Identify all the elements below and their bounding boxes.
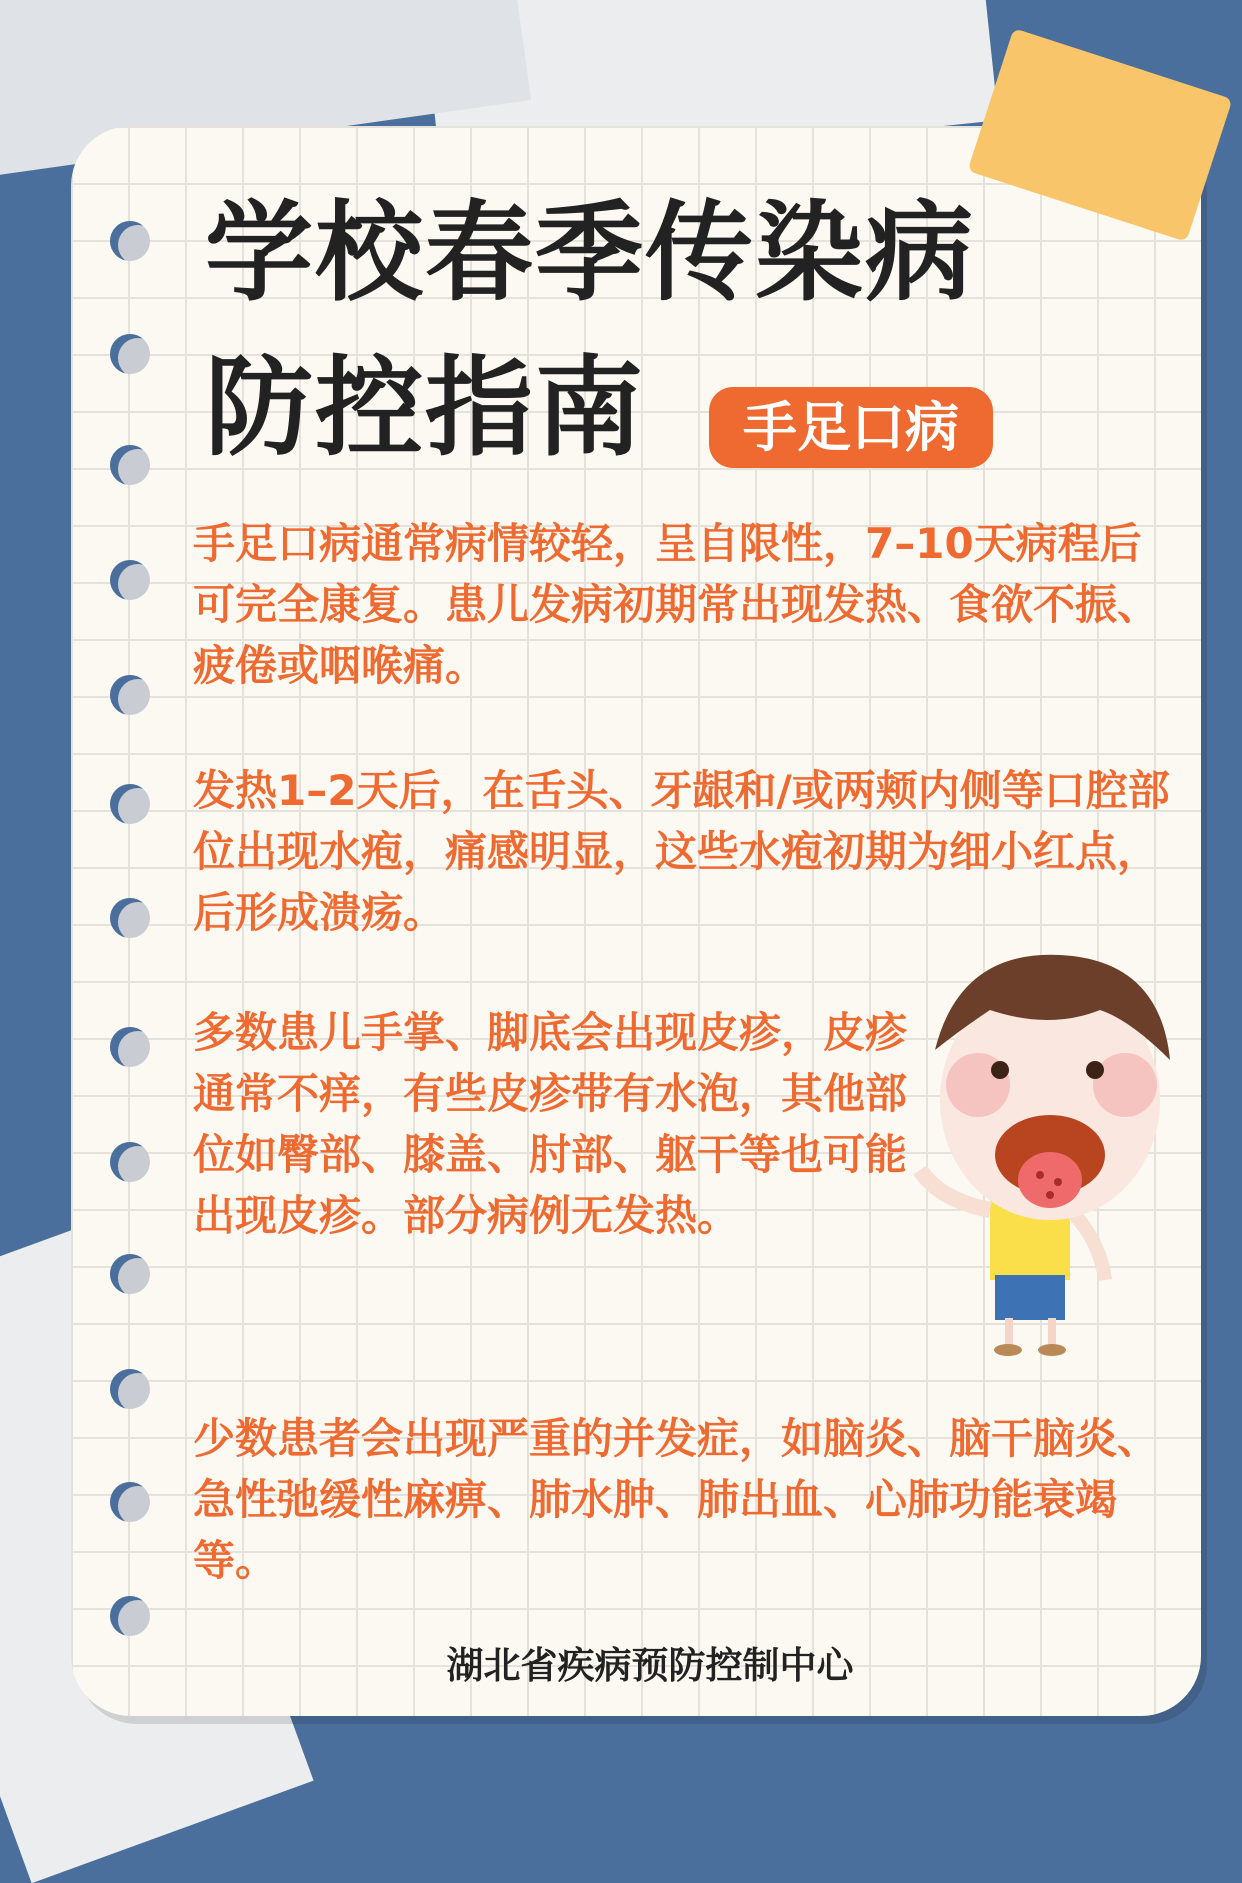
page-title-line2: 防控指南 xyxy=(205,346,646,471)
topic-badge: 手足口病 xyxy=(709,387,993,468)
hole-icon xyxy=(110,675,150,715)
hole-icon xyxy=(110,1027,150,1067)
hole-icon xyxy=(110,1596,150,1636)
hole-icon xyxy=(110,1254,150,1294)
hole-icon xyxy=(110,1369,150,1409)
sick-child-illustration xyxy=(900,940,1200,1360)
shorts xyxy=(995,1275,1065,1320)
page-title-line1: 学校春季传染病 xyxy=(205,191,976,316)
paragraph-rash: 多数患儿手掌、脚底会出现皮疹，皮疹通常不痒，有些皮疹带有水泡，其他部位如臀部、膝盖、肘部、躯干等也可能出现皮疹。部分病例无发热。 xyxy=(193,1008,908,1240)
paragraph-blisters: 发热1–2天后，在舌头、牙龈和/或两颊内侧等口腔部位出现水疱，痛感明显，这些水疱初期为细小红点，后形成溃疡。 xyxy=(193,766,1170,937)
paragraph-symptoms: 手足口病通常病情较轻，呈自限性，7–10天病程后可完全康复。患儿发病初期常出现发热、食欲不振、疲倦或咽喉痛。 xyxy=(193,519,1160,690)
paragraph-complications: 少数患者会出现严重的并发症，如脑炎、脑干脑炎、急性弛缓性麻痹、肺水肿、肺出血、心肺功能衰竭等。 xyxy=(193,1414,1160,1585)
hole-icon xyxy=(110,334,150,374)
hole-icon xyxy=(110,1482,150,1522)
hole-icon xyxy=(110,1142,150,1182)
hole-icon xyxy=(110,560,150,600)
hole-icon xyxy=(110,221,150,261)
footer-organization: 湖北省疾病预防控制中心 xyxy=(446,1644,854,1687)
hole-icon xyxy=(110,784,150,824)
hole-icon xyxy=(110,445,150,485)
hole-icon xyxy=(110,898,150,938)
